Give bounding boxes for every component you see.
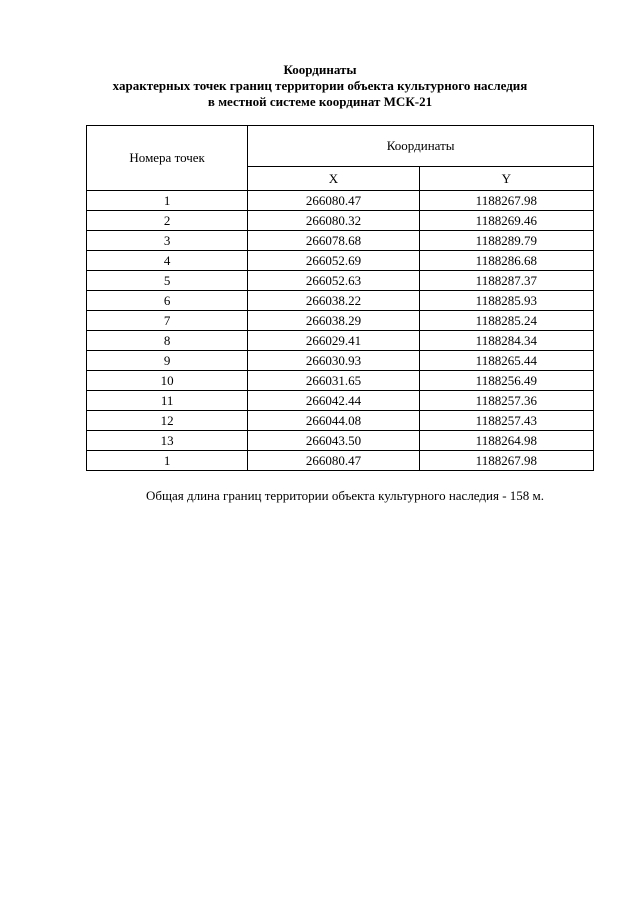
- y-coordinate-cell: 1188285.24: [419, 311, 593, 331]
- title-heading: Координаты: [283, 62, 357, 77]
- point-number-cell: 8: [87, 331, 248, 351]
- document-title: [0, 62, 640, 110]
- x-coordinate-cell: 266080.32: [248, 211, 419, 231]
- x-coordinate-cell: 266043.50: [248, 431, 419, 451]
- x-coordinate-cell: 266080.47: [248, 451, 419, 471]
- title-subheading: характерных точек границ территории объекта культурного наследия: [112, 78, 528, 93]
- point-number-cell: 10: [87, 371, 248, 391]
- table-row: [87, 211, 594, 231]
- y-coordinate-cell: 1188285.93: [419, 291, 593, 311]
- y-coordinate-cell: 1188267.98: [419, 191, 593, 211]
- boundary-length-note: Общая длина границ территории объекта культурного наследия - 158 м.: [145, 488, 545, 503]
- x-coordinate-cell: 266052.69: [248, 251, 419, 271]
- x-coordinate-cell: 266029.41: [248, 331, 419, 351]
- coordinates-table-body: [87, 191, 594, 471]
- point-number-cell: 11: [87, 391, 248, 411]
- y-coordinate-cell: 1188286.68: [419, 251, 593, 271]
- x-coordinate-cell: 266030.93: [248, 351, 419, 371]
- table-row: [87, 231, 594, 251]
- x-coordinate-cell: 266080.47: [248, 191, 419, 211]
- title-coordinate-system: в местной системе координат МСК-21: [207, 94, 433, 109]
- table-row: [87, 411, 594, 431]
- table-row: [87, 291, 594, 311]
- header-x: X: [248, 167, 419, 191]
- point-number-cell: 4: [87, 251, 248, 271]
- y-coordinate-cell: 1188284.34: [419, 331, 593, 351]
- y-coordinate-cell: 1188287.37: [419, 271, 593, 291]
- x-coordinate-cell: 266052.63: [248, 271, 419, 291]
- table-row: [87, 371, 594, 391]
- header-y: Y: [419, 167, 593, 191]
- table-row: [87, 311, 594, 331]
- x-coordinate-cell: 266038.29: [248, 311, 419, 331]
- x-coordinate-cell: 266038.22: [248, 291, 419, 311]
- y-coordinate-cell: 1188257.36: [419, 391, 593, 411]
- y-coordinate-cell: 1188289.79: [419, 231, 593, 251]
- point-number-cell: 9: [87, 351, 248, 371]
- table-row: [87, 351, 594, 371]
- header-point-numbers: Номера точек: [87, 126, 248, 191]
- y-coordinate-cell: 1188257.43: [419, 411, 593, 431]
- coordinates-table: [86, 125, 594, 471]
- y-coordinate-cell: 1188269.46: [419, 211, 593, 231]
- x-coordinate-cell: 266031.65: [248, 371, 419, 391]
- point-number-cell: 3: [87, 231, 248, 251]
- x-coordinate-cell: 266078.68: [248, 231, 419, 251]
- table-row: [87, 391, 594, 411]
- x-coordinate-cell: 266042.44: [248, 391, 419, 411]
- point-number-cell: 1: [87, 191, 248, 211]
- point-number-cell: 12: [87, 411, 248, 431]
- point-number-cell: 6: [87, 291, 248, 311]
- table-row: [87, 271, 594, 291]
- y-coordinate-cell: 1188256.49: [419, 371, 593, 391]
- y-coordinate-cell: 1188264.98: [419, 431, 593, 451]
- y-coordinate-cell: 1188267.98: [419, 451, 593, 471]
- table-row: [87, 251, 594, 271]
- point-number-cell: 5: [87, 271, 248, 291]
- x-coordinate-cell: 266044.08: [248, 411, 419, 431]
- table-row: [87, 431, 594, 451]
- table-row: [87, 191, 594, 211]
- point-number-cell: 2: [87, 211, 248, 231]
- table-row: [87, 451, 594, 471]
- y-coordinate-cell: 1188265.44: [419, 351, 593, 371]
- table-row: [87, 331, 594, 351]
- header-coordinates: Координаты: [248, 126, 594, 167]
- point-number-cell: 1: [87, 451, 248, 471]
- point-number-cell: 13: [87, 431, 248, 451]
- point-number-cell: 7: [87, 311, 248, 331]
